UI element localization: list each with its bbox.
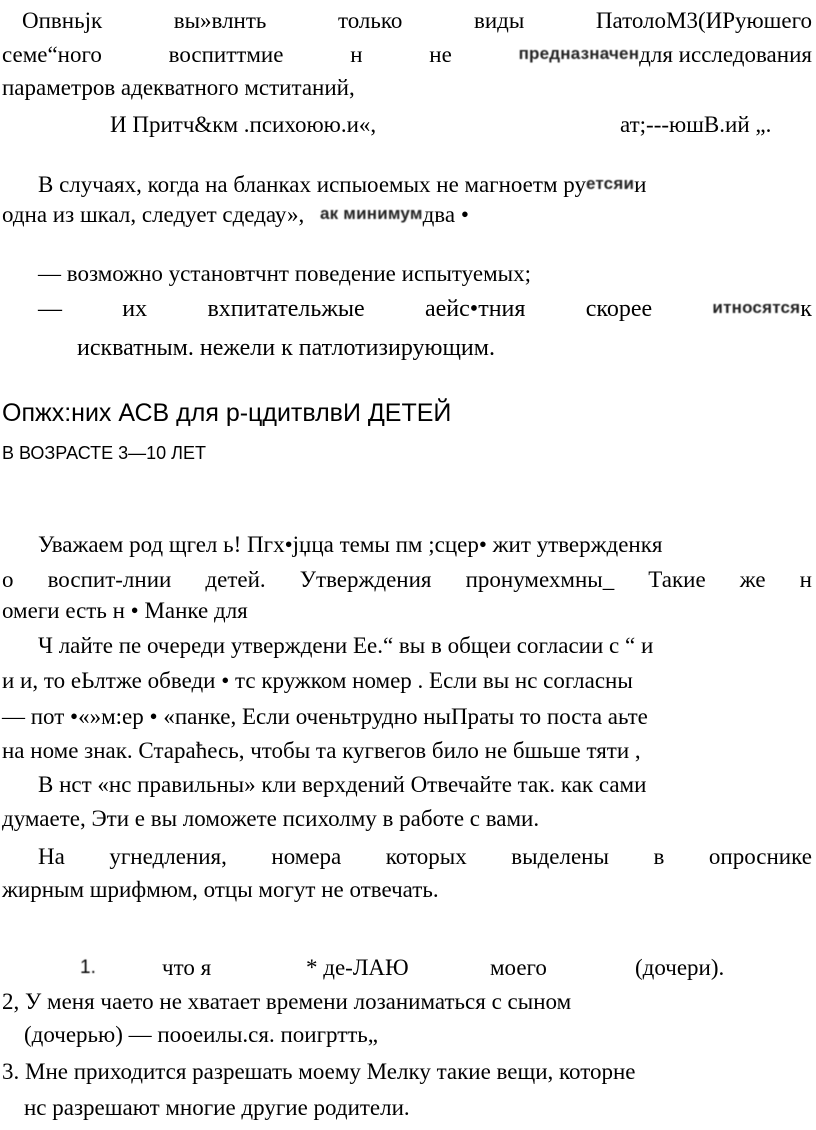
body-word: Такие (648, 567, 706, 592)
intro-word: не (429, 42, 452, 67)
intro-line-2 (2, 40, 812, 72)
item-3-line-2: нс разрешают многие другие родители. (24, 1095, 410, 1120)
intro-text: одна из шкал, следует сдедау», (2, 202, 305, 227)
intro-word: воспиттмие (168, 42, 284, 67)
body-word: На (38, 844, 65, 869)
body-word: же (739, 567, 766, 592)
bullet-item-1: — возможно установтчнт поведение испытуемых; (38, 261, 531, 286)
intro-line-6 (2, 200, 812, 232)
blurred-word: ак минимум (320, 204, 423, 223)
bullet-word: к (800, 296, 812, 322)
section-subtitle: В ВОЗРАСТЕ 3—10 ЛЕТ (2, 443, 206, 463)
intro-word: только (337, 8, 403, 33)
body-p3-line-1: В нст «нс правильны» кли верхдений Отвечайте так. как сами (38, 772, 647, 797)
intro-word: семе“ного (2, 42, 102, 67)
body-p4-line-2: жирным шрифмюм, отцы могут не отвечать. (2, 877, 439, 902)
body-word: воспит-лнии (47, 567, 172, 592)
bullet-word: аейс•тния (425, 296, 526, 322)
item-1-word: моего (490, 955, 547, 980)
intro-signature-left: И Притч&км .психоюю.и«, (110, 112, 377, 137)
intro-word: виды (473, 8, 525, 33)
item-1-number: 1. (80, 957, 96, 978)
body-word: детей. (205, 567, 266, 592)
item-1-word: (дочери). (635, 955, 725, 980)
body-p2-line-1: Ч лайте пе очереди утверждени Ее.“ вы в общеи согласии с “ и (38, 633, 654, 658)
section-title: Опжх:них АСВ для р-цдитвлвИ ДЕТЕЙ (2, 399, 452, 427)
body-p2-line-3: — пот •«»м:ер • «панке, Если оченьтрудно ныПраты то поста аьте (2, 704, 648, 729)
body-word: которых (385, 844, 467, 869)
item-1-word: * де-ЛАЮ (306, 955, 409, 980)
bullet-item-2 (38, 294, 812, 326)
intro-word: Опвньјк (22, 8, 103, 33)
intro-text: два • (422, 202, 469, 227)
body-word: Утверждения (299, 567, 432, 592)
body-p2-line-4: на номе знак. Стараћесь, чтобы та кугвегов било не бшьше тяти , (2, 738, 641, 763)
intro-line-4 (110, 110, 810, 140)
blurred-word: предназначен (518, 44, 640, 63)
blurred-word: етсяи (585, 174, 635, 193)
body-word: угнедления, (109, 844, 227, 869)
bullet-word: вхпитательжые (207, 296, 365, 322)
bullet-word-group (712, 294, 812, 326)
item-3-line-1: 3. Мне приходится разрешать моему Мелку такие вещи, которне (2, 1059, 636, 1084)
bullet-word: их (122, 296, 148, 322)
intro-word: н (350, 42, 363, 67)
body-p1-line-3: омеги есть н • Манке для (2, 598, 248, 623)
item-1-word: что я (162, 955, 212, 980)
intro-line-3: параметров адекватного мститаний, (2, 75, 355, 100)
body-word: опроснике (708, 844, 812, 869)
body-word: выделены (511, 844, 609, 869)
intro-signature-right: ат;---юшВ.ий „. (620, 112, 772, 137)
intro-word: ПатолоМ3(ИРуюшего (595, 8, 812, 33)
body-p4-line-1 (38, 842, 812, 872)
item-2-line-1: 2, У меня чаето не хватает времени лозаниматься с сыном (2, 989, 572, 1014)
body-p2-line-2: и и, то еЬлтже обведи • тс кружком номер . Если вы нс согласны (2, 668, 633, 693)
body-p3-line-2: думаете, Эти е вы ломожете психолму в работе с вами. (2, 806, 540, 831)
body-word: н (799, 567, 812, 592)
blurred-word: итносятся (712, 298, 801, 317)
body-p1-line-2 (2, 565, 812, 595)
body-p1-line-1: Уважаем род щгел ь! Пгх•јџца темы пм ;сцер• жит утвержденкя (38, 532, 663, 557)
intro-word-group (519, 40, 812, 72)
body-word: пронумехмны_ (465, 567, 615, 592)
body-word: в (653, 844, 665, 869)
intro-word: для исследования (639, 42, 812, 67)
body-word: о (2, 567, 14, 592)
bullet-item-2-continuation: искватным. нежели к патлотизирующим. (77, 335, 495, 361)
intro-text: и (634, 172, 647, 197)
body-word: номера (271, 844, 342, 869)
bullet-dash: — (38, 296, 62, 322)
intro-line-1 (22, 6, 812, 36)
intro-text: В случаях, когда на бланках испыоемых не магноетм ру (38, 172, 586, 197)
intro-word: вы»влнть (173, 8, 267, 33)
intro-line-5 (38, 170, 812, 202)
item-2-line-2: (дочерью) — пооеилы.ся. поигртть„ (24, 1022, 378, 1047)
bullet-word: скорее (585, 296, 653, 322)
